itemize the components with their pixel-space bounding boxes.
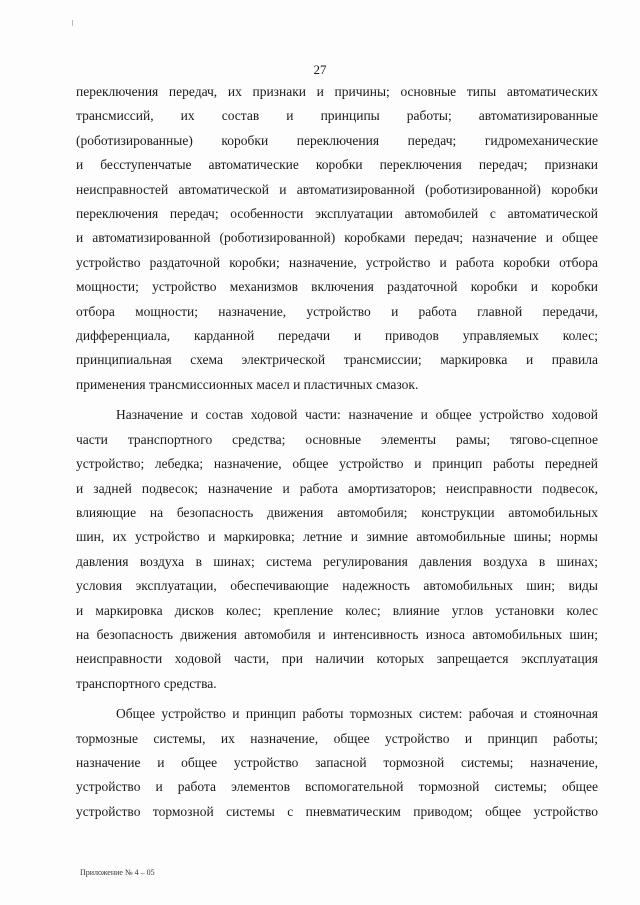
page-number: 27 — [313, 62, 327, 77]
text-line: давления воздуха в шинах; система регулирования давления воздуха в шинах; — [76, 553, 598, 569]
text-line: неисправностей автоматической и автоматизированной (роботизированной) коробки — [76, 181, 598, 197]
text-line: части транспортного средства; основные элементы рамы; тягово-сцепное — [76, 431, 598, 447]
text-line: условия эксплуатации, обеспечивающие надежность автомобильных шин; виды — [76, 578, 598, 594]
text-line: неисправности ходовой части, при наличии которых запрещается эксплуатация — [76, 651, 598, 667]
text-line: отбора мощности; назначение, устройство и работа главной передачи, — [76, 303, 598, 319]
document-body — [76, 80, 598, 824]
text-line: устройство тормозной системы с пневматическим приводом; общее устройство — [76, 803, 598, 819]
text-line: и автоматизированной (роботизированной) коробками передач; назначение и общее — [76, 230, 598, 246]
footer-annex-label: Приложение № 4 – 05 — [80, 868, 155, 877]
text-line: применения трансмиссионных масел и пластичных смазок. — [76, 376, 419, 392]
text-line: тормозные системы, их назначение, общее устройство и принцип работы; — [76, 730, 598, 746]
text-line: Назначение и состав ходовой части: назначение и общее устройство ходовой — [116, 407, 598, 423]
text-line: мощности; устройство механизмов включения раздаточной коробки и коробки — [76, 279, 598, 295]
text-line: устройство; лебедка; назначение, общее устройство и принцип работы передней — [76, 456, 598, 472]
text-line: устройство раздаточной коробки; назначение, устройство и работа коробки отбора — [76, 254, 598, 270]
text-line: Общее устройство и принцип работы тормозных систем: рабочая и стояночная — [116, 706, 598, 722]
text-line: шин, их устройство и маркировка; летние и зимние автомобильные шины; нормы — [76, 529, 598, 545]
text-line: принципиальная схема электрической трансмиссии; маркировка и правила — [76, 352, 598, 368]
text-line: и бесступенчатые автоматические коробки переключения передач; признаки — [76, 157, 598, 173]
text-line: трансмиссий, их состав и принципы работы; автоматизированные — [76, 108, 598, 124]
text-line: переключения передач; особенности эксплуатации автомобилей с автоматической — [76, 206, 598, 222]
paragraph-brake-systems — [76, 702, 598, 824]
text-line: и маркировка дисков колес; крепление колес; влияние углов установки колес — [76, 602, 598, 618]
text-line: дифференциала, карданной передачи и приводов управляемых колес; — [76, 328, 598, 344]
text-line: (роботизированные) коробки переключения передач; гидромеханические — [76, 132, 598, 148]
text-line: и задней подвесок; назначение и работа амортизаторов; неисправности подвесок, — [76, 480, 598, 496]
text-line: на безопасность движения автомобиля и интенсивность износа автомобильных шин; — [76, 626, 598, 642]
scan-artifact — [72, 20, 73, 26]
text-line: переключения передач, их признаки и причины; основные типы автоматических — [76, 84, 598, 99]
paragraph-transmission — [76, 80, 598, 397]
text-line: транспортного средства. — [76, 675, 217, 691]
text-line: влияющие на безопасность движения автомобиля; конструкции автомобильных — [76, 504, 598, 520]
text-line: устройство и работа элементов вспомогательной тормозной системы; общее — [76, 779, 598, 795]
paragraph-running-gear — [76, 403, 598, 696]
text-line: назначение и общее устройство запасной тормозной системы; назначение, — [76, 754, 598, 770]
